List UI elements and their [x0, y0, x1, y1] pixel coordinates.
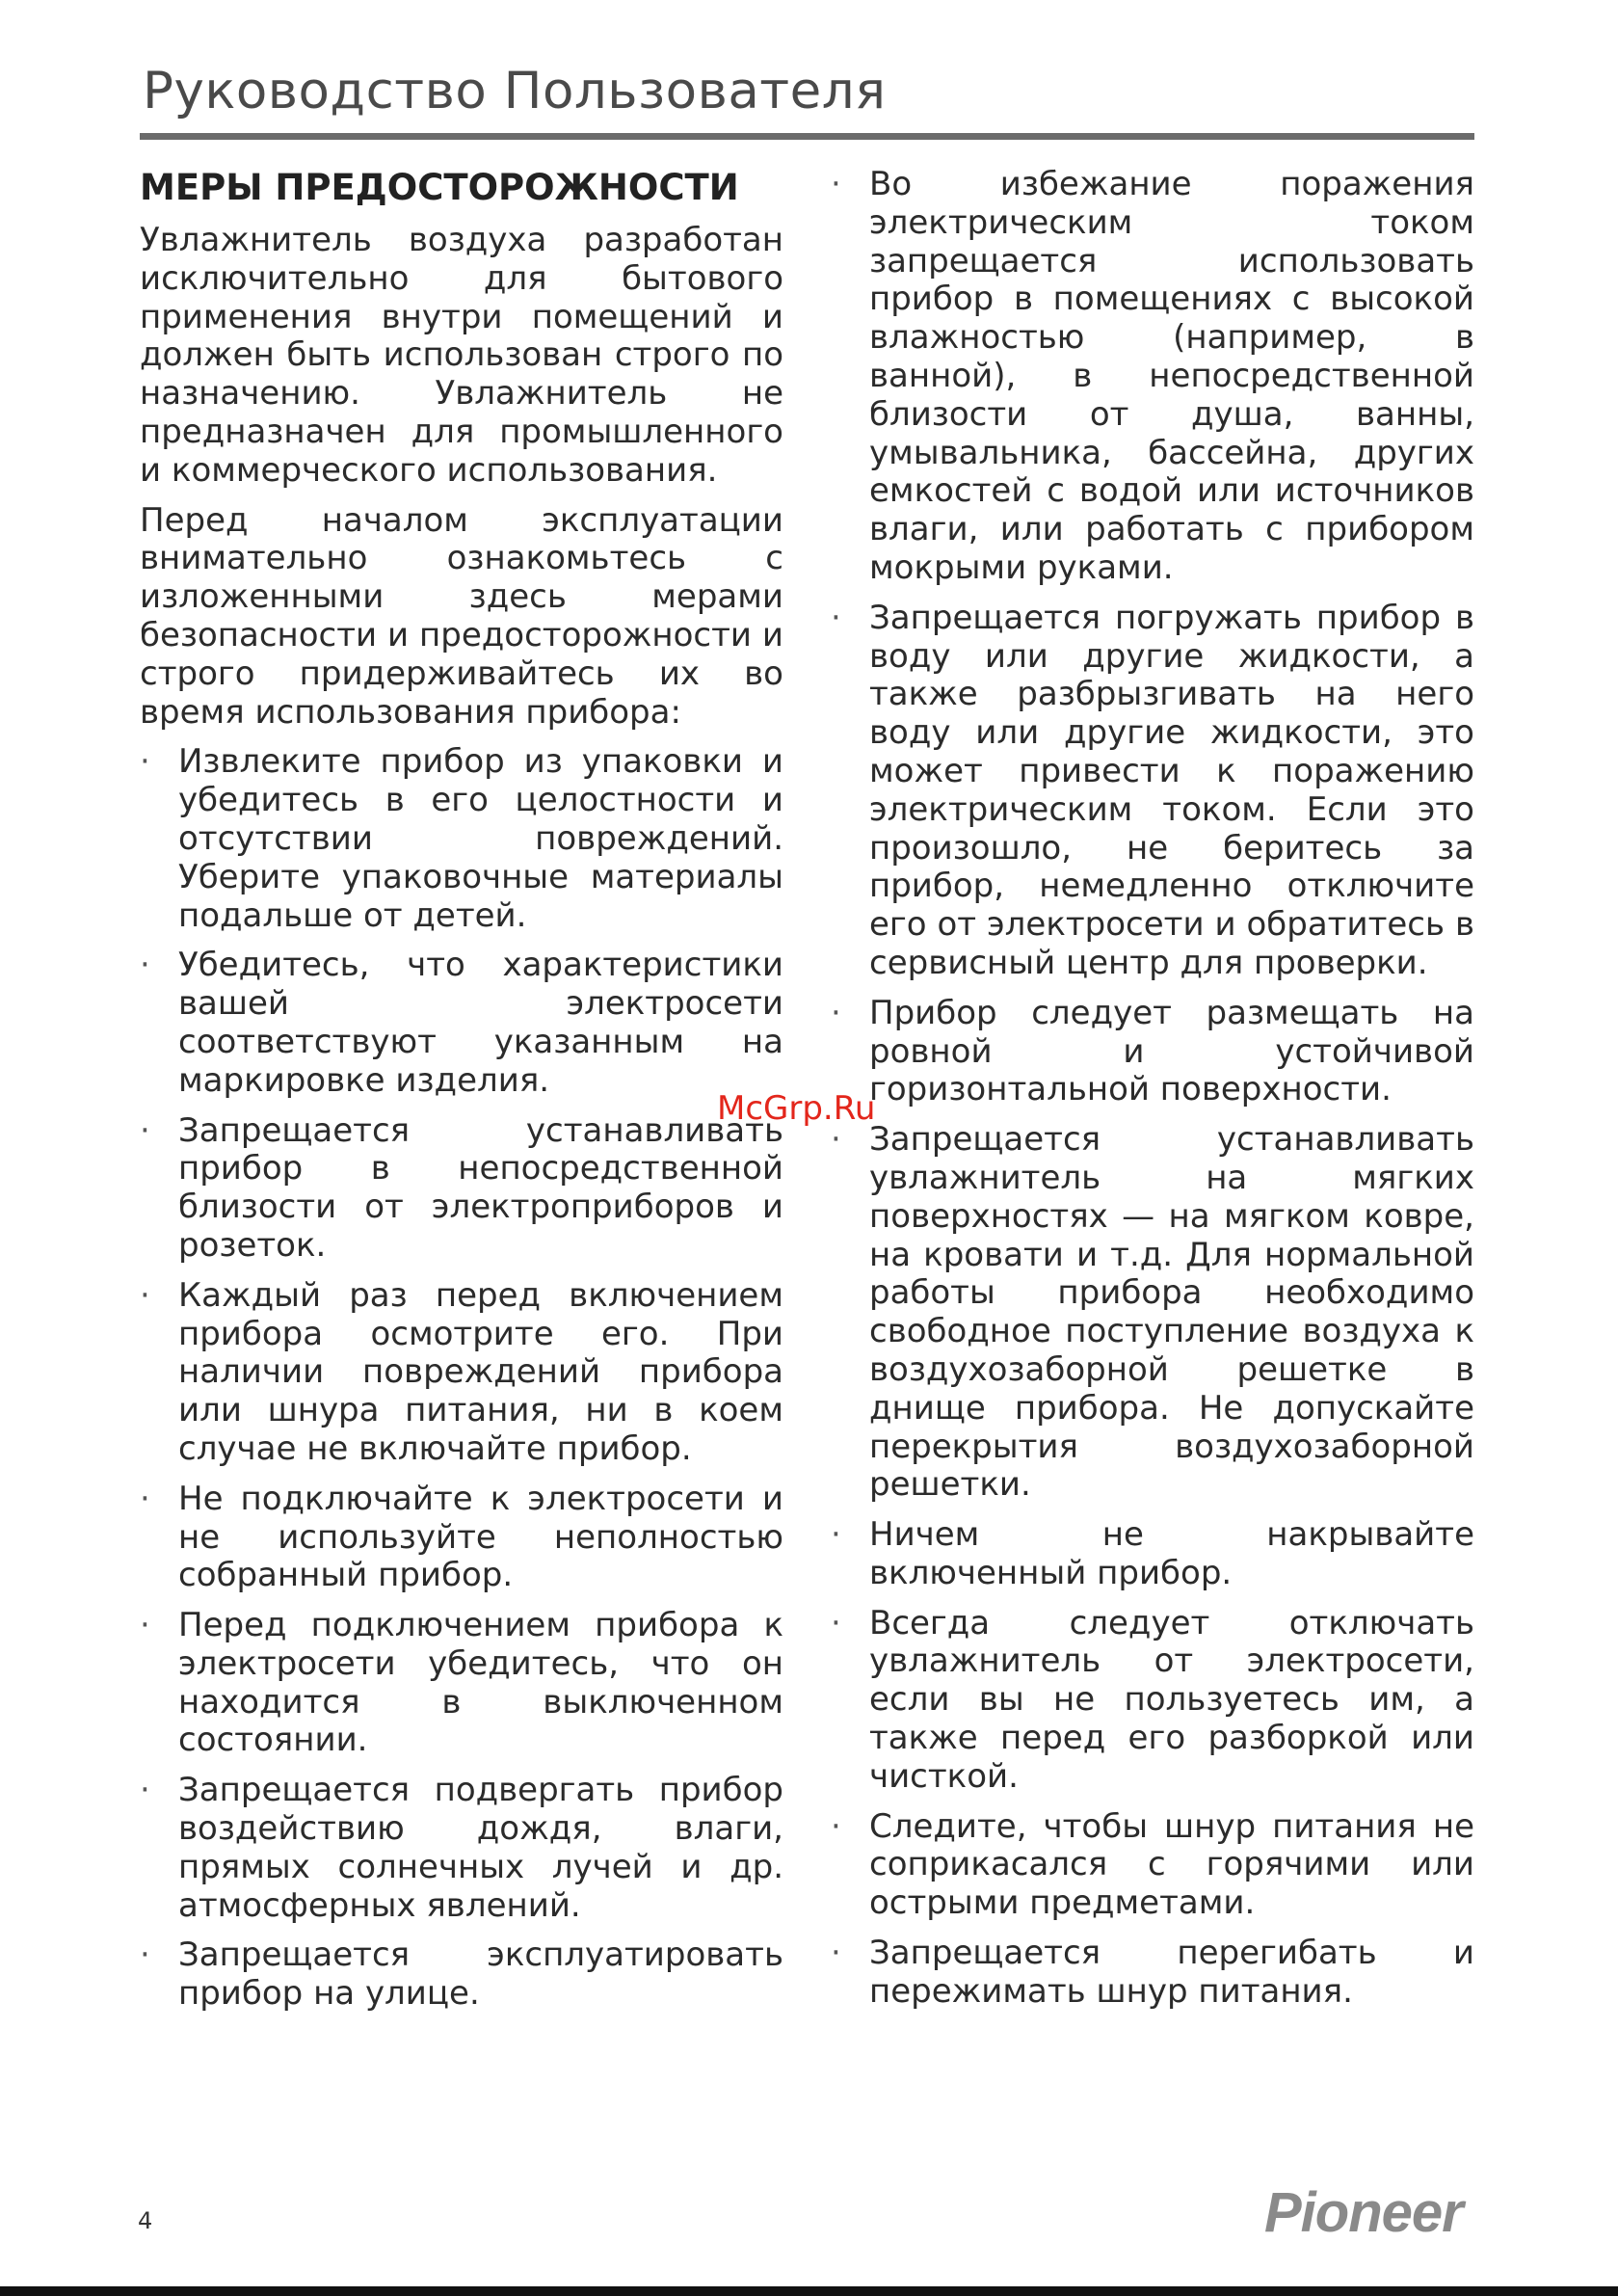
list-item	[831, 1121, 1474, 1505]
bullet-marker: ·	[140, 1771, 150, 1810]
list-item	[831, 1516, 1474, 1593]
right-precautions-list	[831, 166, 1474, 2012]
bullet-marker: ·	[140, 1110, 150, 1150]
list-item	[140, 1936, 783, 2014]
watermark-text: McGrp.Ru	[717, 1089, 876, 1128]
right-column	[831, 166, 1474, 2023]
list-item-text: Следите, чтобы шнур питания не соприкасался с горячими или острыми предметами.	[869, 1806, 1474, 1923]
list-item-text: Перед подключением прибора к электросети убедитесь, что он находится в выключенном состоянии.	[178, 1606, 783, 1760]
list-item	[831, 995, 1474, 1109]
list-item	[831, 600, 1474, 983]
bullet-marker: ·	[831, 1603, 841, 1642]
list-item	[831, 1605, 1474, 1797]
intro-paragraph: Увлажнитель воздуха разработан исключительно для бытового применения внутри помещений и должен быть использован строго по назначению. Увлажнитель не предназначен для промышленного и коммерческого использования.	[140, 221, 783, 490]
bullet-marker: ·	[831, 1515, 841, 1555]
page-header-title: Руководство Пользователя	[143, 62, 887, 120]
left-precautions-list	[140, 743, 783, 2014]
list-item	[140, 1277, 783, 1469]
bullet-marker: ·	[831, 1120, 841, 1160]
list-item	[140, 1772, 783, 1925]
list-item-text: Прибор следует размещать на ровной и устойчивой горизонтальной поверхности.	[869, 993, 1474, 1109]
bullet-marker: ·	[831, 165, 841, 203]
list-item-text: Запрещается перегибать и пережимать шнур питания.	[869, 1934, 1474, 2011]
list-item-text: Извлеките прибор из упаковки и убедитесь в его целостности и отсутствии повреждений. Уберите упаковочные материалы подальше от детей.	[178, 742, 783, 935]
list-item	[140, 1481, 783, 1595]
bullet-marker: ·	[140, 742, 150, 782]
list-item	[831, 166, 1474, 588]
instructions-paragraph: Перед началом эксплуатации внимательно ознакомьтесь с изложенными здесь мерами безопасности и предосторожности и строго придерживайтесь их во время использования прибора:	[140, 500, 783, 732]
list-item-text: Запрещается эксплуатировать прибор на улице.	[178, 1936, 783, 2014]
bullet-marker: ·	[831, 1806, 841, 1846]
bullet-marker: ·	[140, 1275, 150, 1315]
list-item	[140, 947, 783, 1100]
bottom-edge-bar	[0, 2286, 1618, 2296]
header-divider	[140, 133, 1474, 140]
bullet-marker: ·	[831, 598, 841, 637]
list-item	[831, 1935, 1474, 2012]
bullet-marker: ·	[140, 946, 150, 985]
list-item-text: Запрещается устанавливать прибор в непосредственной близости от электроприборов и розеток.	[178, 1110, 783, 1265]
left-column	[140, 166, 783, 2025]
list-item-text: Каждый раз перед включением прибора осмотрите его. При наличии повреждений прибора или шнура питания, ни в коем случае не включайте прибор.	[178, 1275, 783, 1468]
list-item	[140, 1112, 783, 1266]
list-item-text: Запрещается устанавливать увлажнитель на мягких поверхностях — на мягком ковре, на кровати и т.д. Для нормальной работы прибора необходимо свободное поступление воздуха к воздухозаборной решетке в днище прибора. Не допускайте перекрытия воздухозаборной решетки.	[869, 1120, 1474, 1505]
page-number: 4	[138, 2207, 153, 2234]
list-item-text: Ничем не накрывайте включенный прибор.	[869, 1515, 1474, 1592]
list-item-text: Во избежание поражения электрическим током запрещается использовать прибор в помещениях с высокой влажностью (например, в ванной), в непосредственной близости от душа, ванны, умывальника, бассейна, других емкостей с водой или источников влаги, или работать с прибором мокрыми руками.	[869, 165, 1474, 587]
list-item-text: Не подключайте к электросети и не используйте неполностью собранный прибор.	[178, 1479, 783, 1595]
list-item-text: Запрещается подвергать прибор воздействию дождя, влаги, прямых солнечных лучей и др. атмосферных явлений.	[178, 1771, 783, 1925]
list-item	[140, 743, 783, 935]
bullet-marker: ·	[140, 1479, 150, 1518]
bullet-marker: ·	[831, 1934, 841, 1973]
list-item	[140, 1607, 783, 1760]
list-item-text: Запрещается погружать прибор в воду или другие жидкости, а также разбрызгивать на него воду или другие жидкости, это может привести к поражению электрическим током. Если это произошло, не беритесь за прибор, немедленно отключите его от электросети и обратитесь в сервисный центр для проверки.	[869, 598, 1474, 982]
list-item-text: Всегда следует отключать увлажнитель от электросети, если вы не пользуетесь им, а также перед его разборкой или чисткой.	[869, 1603, 1474, 1796]
brand-logo: Pioneer	[1264, 2181, 1463, 2244]
section-title: МЕРЫ ПРЕДОСТОРОЖНОСТИ	[140, 167, 739, 208]
bullet-marker: ·	[140, 1606, 150, 1645]
bullet-marker: ·	[140, 1936, 150, 1975]
list-item-text: Убедитесь, что характеристики вашей электросети соответствуют указанным на маркировке изделия.	[178, 946, 783, 1100]
bullet-marker: ·	[831, 993, 841, 1032]
list-item	[831, 1808, 1474, 1923]
